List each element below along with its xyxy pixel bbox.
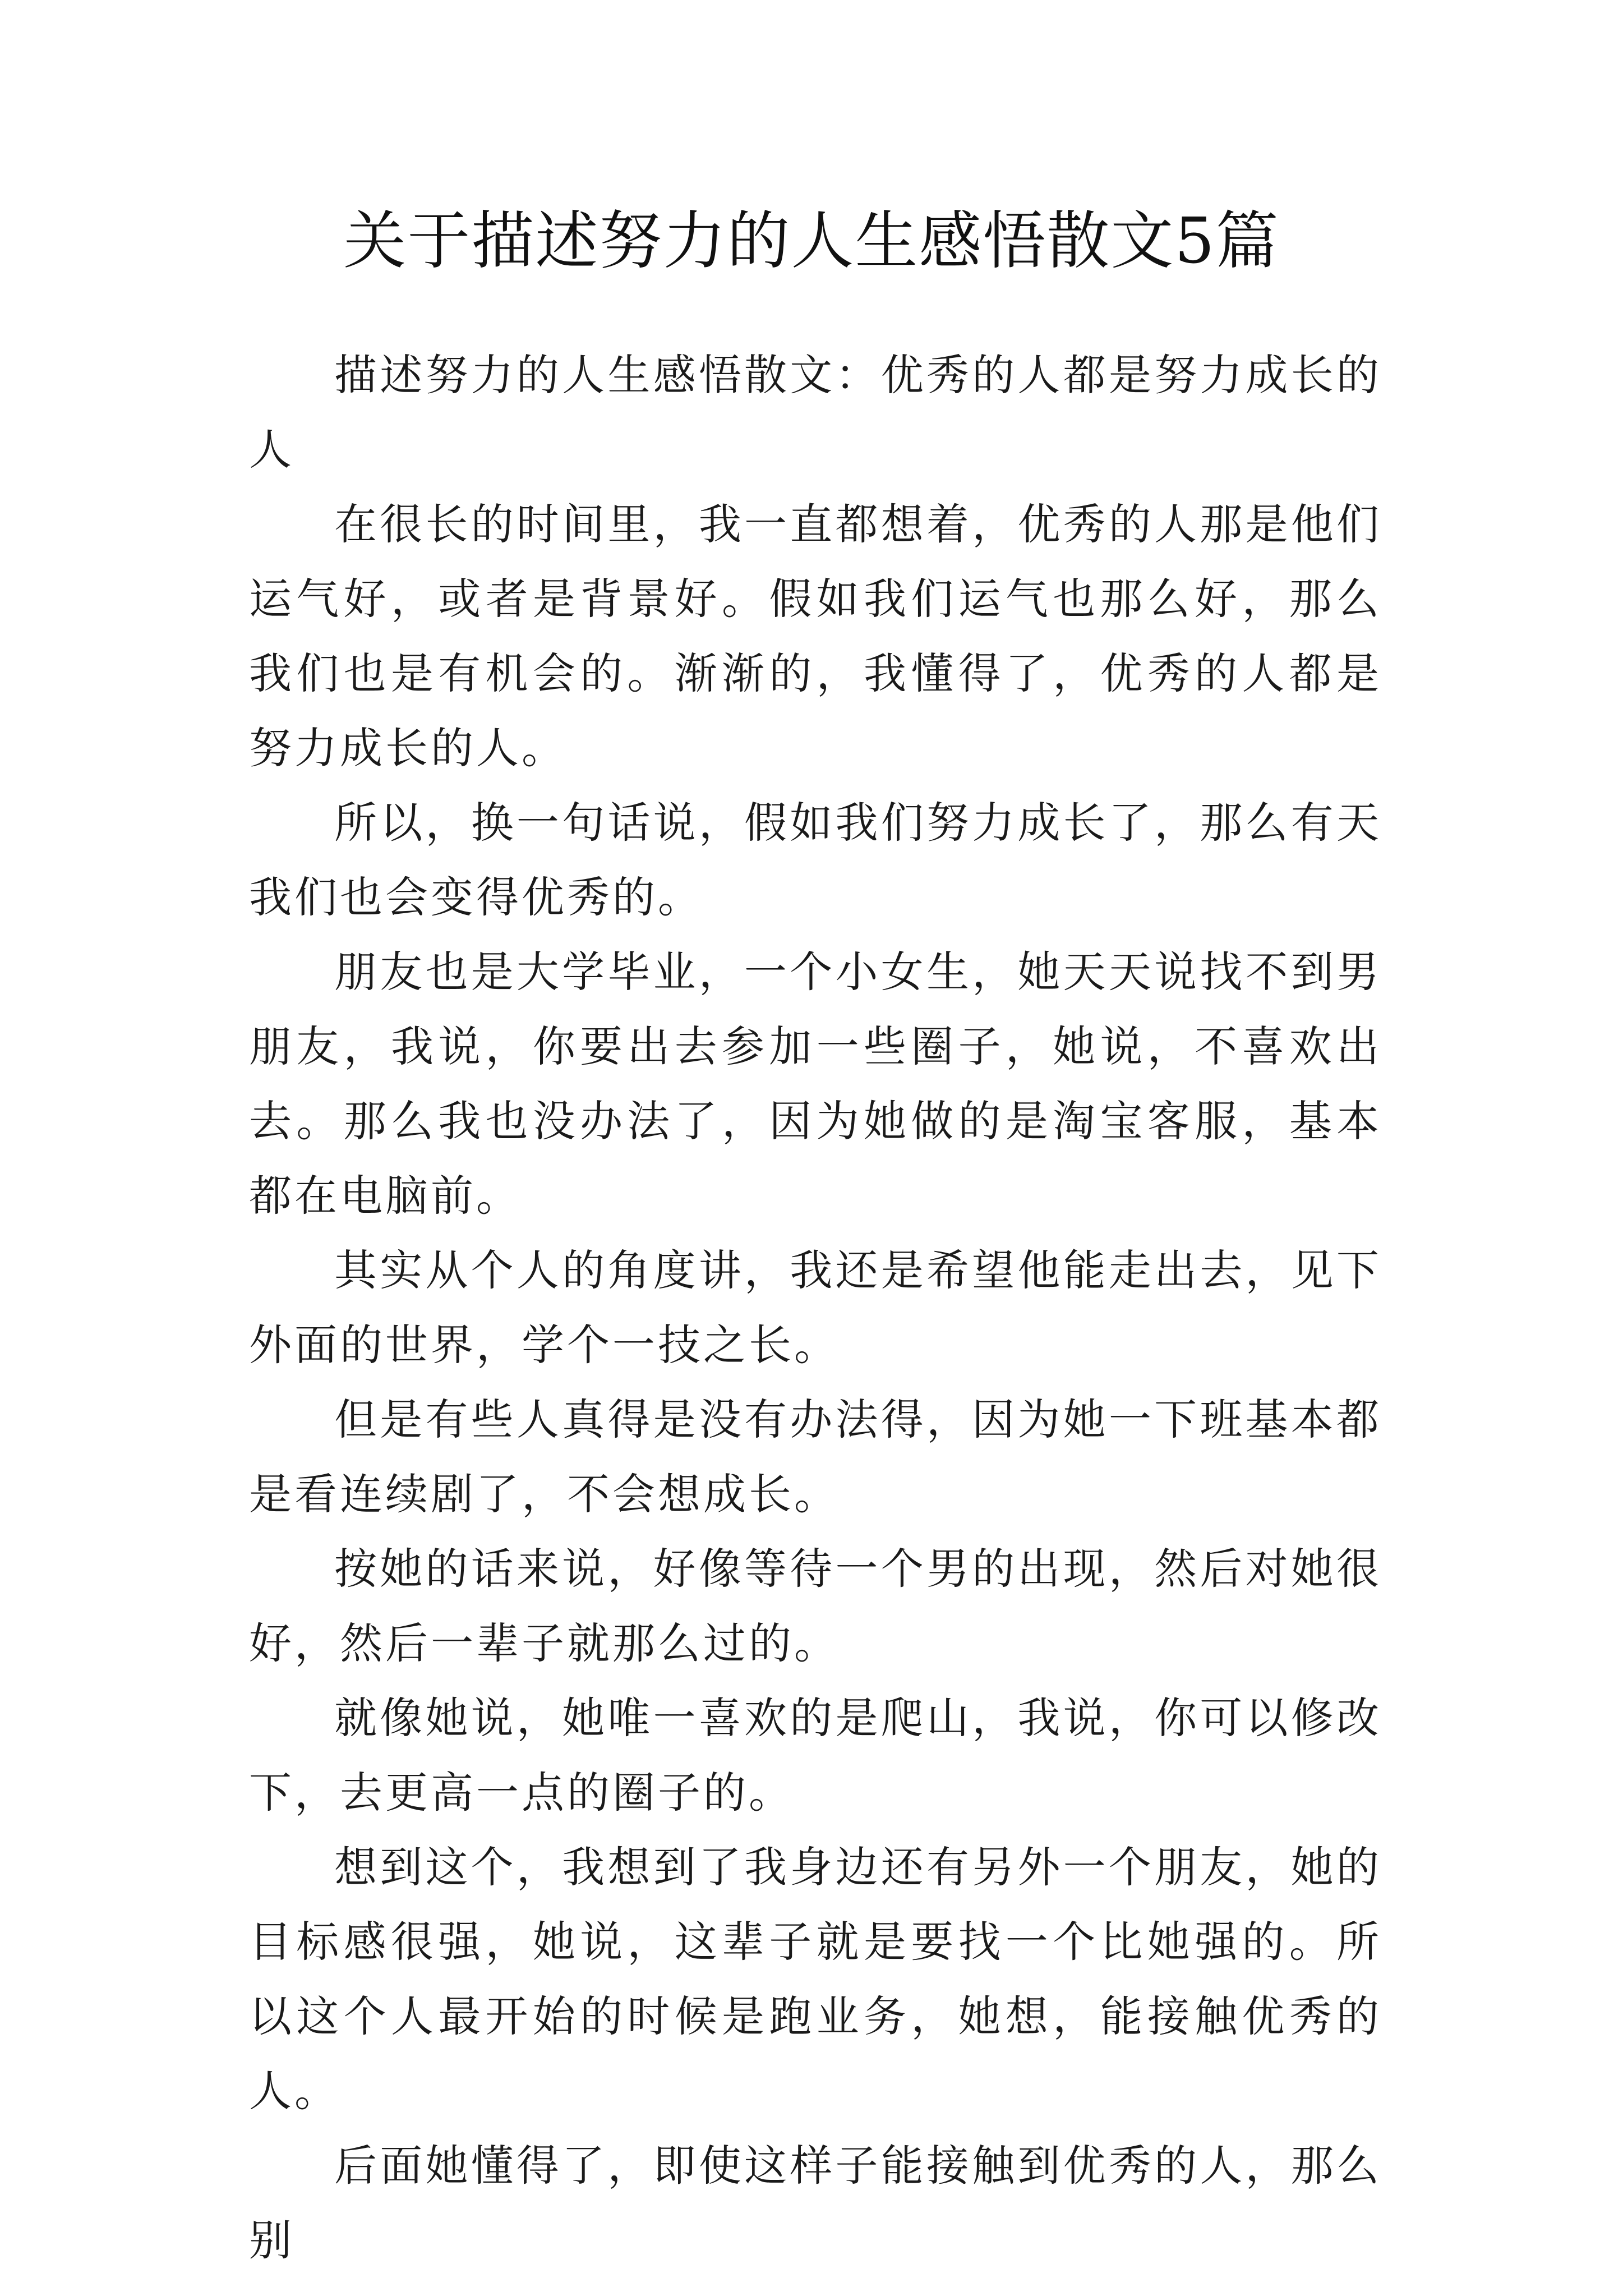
paragraph: 按她的话来说，好像等待一个男的出现，然后对她很好，然后一辈子就那么过的。 [249, 1544, 1382, 1668]
paragraph: 后面她懂得了，即使这样子能接触到优秀的人，那么别 [249, 2141, 1382, 2265]
document-body [249, 338, 1382, 2277]
paragraph: 所以，换一句话说，假如我们努力成长了，那么有天我们也会变得优秀的。 [249, 798, 1382, 922]
paragraph: 朋友也是大学毕业，一个小女生，她天天说找不到男朋友，我说，你要出去参加一些圈子，她说，不喜欢出去。那么我也没办法了，因为她做的是淘宝客服，基本都在电脑前。 [249, 947, 1382, 1221]
paragraph: 其实从个人的角度讲，我还是希望他能走出去，见下外面的世界，学个一技之长。 [249, 1245, 1382, 1370]
paragraph: 描述努力的人生感悟散文：优秀的人都是努力成长的人 [249, 350, 1382, 475]
paragraph: 想到这个，我想到了我身边还有另外一个朋友，她的目标感很强，她说，这辈子就是要找一个比她强的。所以这个人最开始的时候是跑业务，她想，能接触优秀的人。 [249, 1842, 1382, 2116]
document-title: 关于描述努力的人生感悟散文5篇 [343, 205, 1280, 278]
paragraph: 在很长的时间里，我一直都想着，优秀的人那是他们运气好，或者是背景好。假如我们运气也那么好，那么我们也是有机会的。渐渐的，我懂得了，优秀的人都是努力成长的人。 [249, 499, 1382, 773]
paragraph: 但是有些人真得是没有办法得，因为她一下班基本都是看连续剧了，不会想成长。 [249, 1395, 1382, 1519]
paragraph: 就像她说，她唯一喜欢的是爬山，我说，你可以修改下，去更高一点的圈子的。 [249, 1693, 1382, 1818]
